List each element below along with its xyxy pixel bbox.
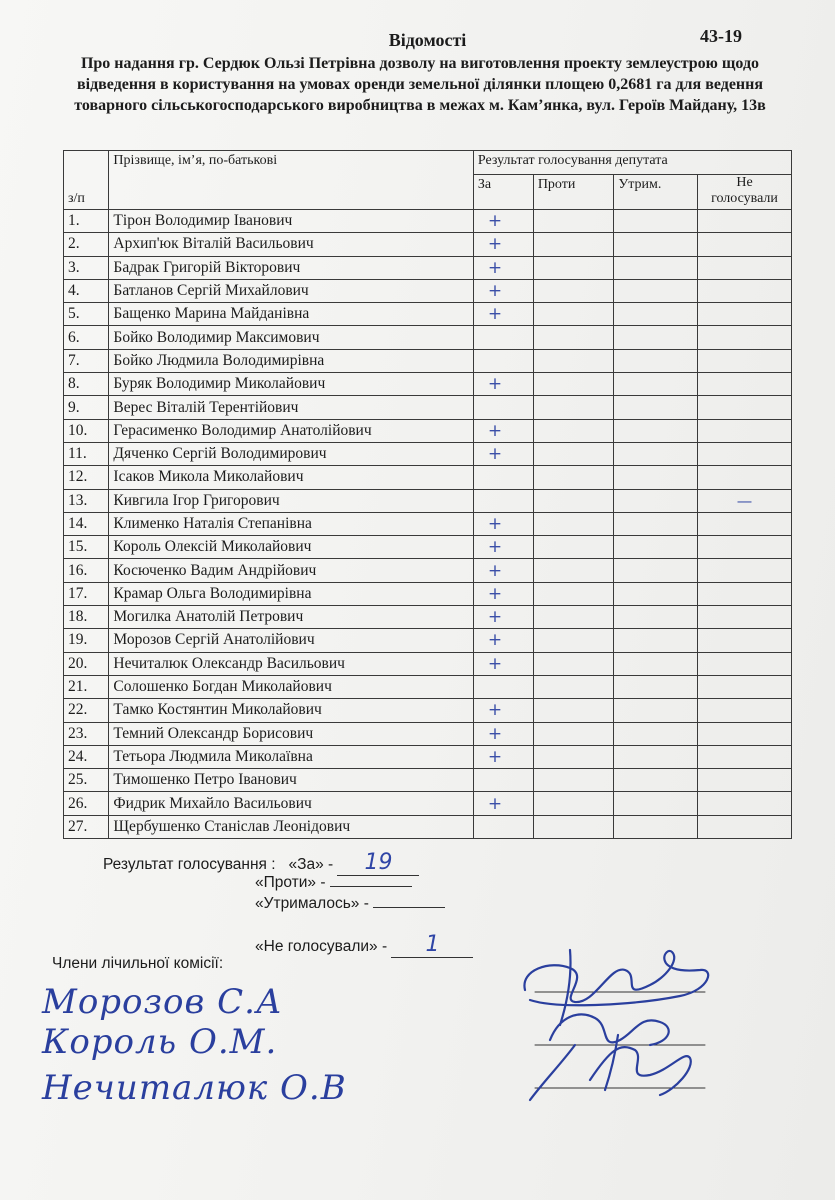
row-utrym [614, 699, 698, 722]
row-za: + [473, 210, 533, 233]
row-ne [697, 326, 791, 349]
summary-ne-value: 1 [425, 932, 440, 957]
row-num: 2. [64, 233, 109, 256]
row-name: Морозов Сергій Анатолійович [109, 629, 474, 652]
row-ne [697, 652, 791, 675]
row-utrym [614, 675, 698, 698]
voting-table [63, 150, 792, 839]
header-proty: Проти [533, 174, 614, 209]
row-num: 19. [64, 629, 109, 652]
row-name: Архип'юк Віталій Васильович [109, 233, 474, 256]
document-number: 43-19 [700, 26, 742, 46]
row-za: + [473, 419, 533, 442]
header-za: За [473, 174, 533, 209]
row-za [473, 675, 533, 698]
row-utrym [614, 303, 698, 326]
row-num: 10. [64, 419, 109, 442]
row-name: Кивгила Ігор Григорович [109, 489, 474, 512]
row-ne [697, 303, 791, 326]
row-ne [697, 675, 791, 698]
row-proty [533, 396, 614, 419]
row-za: + [473, 559, 533, 582]
row-name: Темний Олександр Борисович [109, 722, 474, 745]
row-name: Нечиталюк Олександр Васильович [109, 652, 474, 675]
row-ne: — [697, 489, 791, 512]
row-num: 3. [64, 256, 109, 279]
row-za: + [473, 536, 533, 559]
row-num: 5. [64, 303, 109, 326]
table-row [64, 303, 792, 326]
row-ne [697, 629, 791, 652]
row-num: 12. [64, 466, 109, 489]
row-proty [533, 489, 614, 512]
summary-za-label: «За» - [288, 856, 334, 873]
table-row [64, 792, 792, 815]
row-proty [533, 466, 614, 489]
row-name: Фидрик Михайло Васильович [109, 792, 474, 815]
table-row [64, 582, 792, 605]
row-proty [533, 629, 614, 652]
row-proty [533, 233, 614, 256]
row-utrym [614, 722, 698, 745]
row-proty [533, 699, 614, 722]
summary-proty-label: «Проти» - [255, 874, 326, 891]
row-name: Батланов Сергій Михайлович [109, 279, 474, 302]
row-ne [697, 512, 791, 535]
row-num: 20. [64, 652, 109, 675]
row-num: 15. [64, 536, 109, 559]
header-utrym: Утрим. [614, 174, 698, 209]
header-num: з/п [64, 151, 109, 210]
row-num: 1. [64, 210, 109, 233]
row-ne [697, 722, 791, 745]
row-za [473, 396, 533, 419]
row-proty [533, 512, 614, 535]
row-ne [697, 442, 791, 465]
row-name: Дяченко Сергій Володимирович [109, 442, 474, 465]
voting-table-body [64, 210, 792, 839]
table-row [64, 606, 792, 629]
table-row [64, 745, 792, 768]
row-za: + [473, 279, 533, 302]
row-ne [697, 419, 791, 442]
row-za [473, 466, 533, 489]
row-name: Солошенко Богдан Миколайович [109, 675, 474, 698]
row-num: 14. [64, 512, 109, 535]
row-utrym [614, 256, 698, 279]
table-row [64, 512, 792, 535]
header-ne-line2: голосували [711, 190, 778, 206]
row-name: Буряк Володимир Миколайович [109, 373, 474, 396]
row-name: Король Олексій Миколайович [109, 536, 474, 559]
row-utrym [614, 769, 698, 792]
row-name: Бащенко Марина Майданівна [109, 303, 474, 326]
row-num: 21. [64, 675, 109, 698]
row-utrym [614, 815, 698, 838]
row-utrym [614, 792, 698, 815]
row-proty [533, 606, 614, 629]
row-utrym [614, 629, 698, 652]
row-name: Герасименко Володимир Анатолійович [109, 419, 474, 442]
row-proty [533, 559, 614, 582]
row-za [473, 489, 533, 512]
table-row [64, 256, 792, 279]
row-name: Ісаков Микола Миколайович [109, 466, 474, 489]
row-num: 8. [64, 373, 109, 396]
summary-proty-row [255, 872, 412, 892]
row-utrym [614, 489, 698, 512]
row-num: 23. [64, 722, 109, 745]
table-row [64, 699, 792, 722]
summary-label: Результат голосування : [103, 856, 276, 873]
row-utrym [614, 512, 698, 535]
row-utrym [614, 349, 698, 372]
row-utrym [614, 466, 698, 489]
row-ne [697, 466, 791, 489]
row-za: + [473, 512, 533, 535]
table-row [64, 769, 792, 792]
row-num: 16. [64, 559, 109, 582]
table-row [64, 326, 792, 349]
summary-utrym-blank [373, 893, 445, 908]
row-ne [697, 745, 791, 768]
row-name: Бойко Людмила Володимирівна [109, 349, 474, 372]
row-utrym [614, 582, 698, 605]
row-num: 11. [64, 442, 109, 465]
row-num: 22. [64, 699, 109, 722]
table-row [64, 815, 792, 838]
row-num: 26. [64, 792, 109, 815]
row-za: + [473, 303, 533, 326]
row-za: + [473, 652, 533, 675]
row-proty [533, 675, 614, 698]
summary-utrym-row [255, 893, 445, 913]
table-row [64, 675, 792, 698]
row-name: Могилка Анатолій Петрович [109, 606, 474, 629]
row-ne [697, 559, 791, 582]
row-proty [533, 815, 614, 838]
row-proty [533, 792, 614, 815]
header-name: Прізвище, ім’я, по-батькові [109, 151, 474, 210]
row-za: + [473, 792, 533, 815]
row-ne [697, 210, 791, 233]
table-row [64, 489, 792, 512]
row-ne [697, 349, 791, 372]
row-proty [533, 349, 614, 372]
row-za [473, 815, 533, 838]
row-ne [697, 815, 791, 838]
row-za [473, 769, 533, 792]
header-result: Результат голосування депутата [473, 151, 791, 175]
row-name: Щербушенко Станіслав Леонідович [109, 815, 474, 838]
row-za: + [473, 745, 533, 768]
row-proty [533, 303, 614, 326]
commission-member-1: Морозов С.А [42, 982, 283, 1022]
row-utrym [614, 373, 698, 396]
row-za: + [473, 233, 533, 256]
table-row [64, 396, 792, 419]
row-utrym [614, 536, 698, 559]
row-proty [533, 582, 614, 605]
row-proty [533, 769, 614, 792]
row-proty [533, 745, 614, 768]
table-row [64, 373, 792, 396]
table-row [64, 466, 792, 489]
summary-ne-blank [391, 932, 473, 958]
row-ne [697, 582, 791, 605]
row-utrym [614, 606, 698, 629]
row-num: 7. [64, 349, 109, 372]
row-utrym [614, 326, 698, 349]
header-ne-line1: Не [736, 174, 753, 190]
row-proty [533, 256, 614, 279]
row-ne [697, 769, 791, 792]
table-row [64, 233, 792, 256]
commission-member-3: Нечиталюк О.В [42, 1068, 347, 1108]
row-utrym [614, 745, 698, 768]
row-utrym [614, 233, 698, 256]
row-ne [697, 256, 791, 279]
table-row [64, 279, 792, 302]
table-row [64, 210, 792, 233]
row-za: + [473, 699, 533, 722]
row-za: + [473, 629, 533, 652]
row-proty [533, 722, 614, 745]
table-row [64, 559, 792, 582]
header-ne [697, 174, 791, 209]
row-utrym [614, 210, 698, 233]
row-num: 27. [64, 815, 109, 838]
row-proty [533, 326, 614, 349]
row-num: 13. [64, 489, 109, 512]
row-za [473, 326, 533, 349]
row-proty [533, 419, 614, 442]
row-za: + [473, 256, 533, 279]
row-ne [697, 699, 791, 722]
row-proty [533, 279, 614, 302]
row-name: Тамко Костянтин Миколайович [109, 699, 474, 722]
row-za: + [473, 373, 533, 396]
row-ne [697, 536, 791, 559]
document-title: Відомості [388, 30, 467, 50]
document-subtitle: Про надання гр. Сердюк Ользі Петрівна дозволу на виготовлення проекту землеустрою щодо відведення в користування на умовах оренди земельної ділянки площею 0,2681 га для ведення товарного сільськогосподарського виробництва в межах м. Кам’янка, вул. Героїв Майдану, 13в [74, 55, 766, 114]
row-name: Бадрак Григорій Вікторович [109, 256, 474, 279]
row-name: Косюченко Вадим Андрійович [109, 559, 474, 582]
table-row [64, 349, 792, 372]
row-ne [697, 373, 791, 396]
row-name: Тірон Володимир Іванович [109, 210, 474, 233]
row-num: 6. [64, 326, 109, 349]
summary-ne-row [255, 932, 473, 958]
row-utrym [614, 419, 698, 442]
table-row [64, 419, 792, 442]
row-num: 9. [64, 396, 109, 419]
row-proty [533, 210, 614, 233]
table-row [64, 652, 792, 675]
row-proty [533, 536, 614, 559]
commission-member-2: Король О.М. [42, 1022, 278, 1062]
table-row [64, 442, 792, 465]
row-num: 24. [64, 745, 109, 768]
row-proty [533, 652, 614, 675]
summary-za-value: 19 [364, 850, 393, 875]
table-row [64, 536, 792, 559]
row-num: 17. [64, 582, 109, 605]
row-ne [697, 606, 791, 629]
row-name: Клименко Наталія Степанівна [109, 512, 474, 535]
row-utrym [614, 279, 698, 302]
row-utrym [614, 396, 698, 419]
summary-ne-label: «Не голосували» - [255, 938, 388, 955]
row-za: + [473, 442, 533, 465]
summary-utrym-label: «Утрималось» - [255, 895, 369, 912]
table-row [64, 722, 792, 745]
row-utrym [614, 442, 698, 465]
row-ne [697, 233, 791, 256]
table-row [64, 629, 792, 652]
row-utrym [614, 559, 698, 582]
row-num: 25. [64, 769, 109, 792]
summary-proty-blank [330, 872, 412, 887]
row-za [473, 349, 533, 372]
row-za: + [473, 582, 533, 605]
row-num: 18. [64, 606, 109, 629]
row-num: 4. [64, 279, 109, 302]
row-proty [533, 373, 614, 396]
row-ne [697, 279, 791, 302]
row-name: Крамар Ольга Володимирівна [109, 582, 474, 605]
row-ne [697, 396, 791, 419]
row-name: Тимошенко Петро Іванович [109, 769, 474, 792]
commission-signatures [500, 930, 720, 1120]
row-ne [697, 792, 791, 815]
row-za: + [473, 722, 533, 745]
row-name: Верес Віталій Терентійович [109, 396, 474, 419]
commission-label: Члени лічильної комісії: [52, 955, 224, 972]
row-name: Бойко Володимир Максимович [109, 326, 474, 349]
row-proty [533, 442, 614, 465]
row-utrym [614, 652, 698, 675]
row-za: + [473, 606, 533, 629]
row-name: Тетьора Людмила Миколаївна [109, 745, 474, 768]
